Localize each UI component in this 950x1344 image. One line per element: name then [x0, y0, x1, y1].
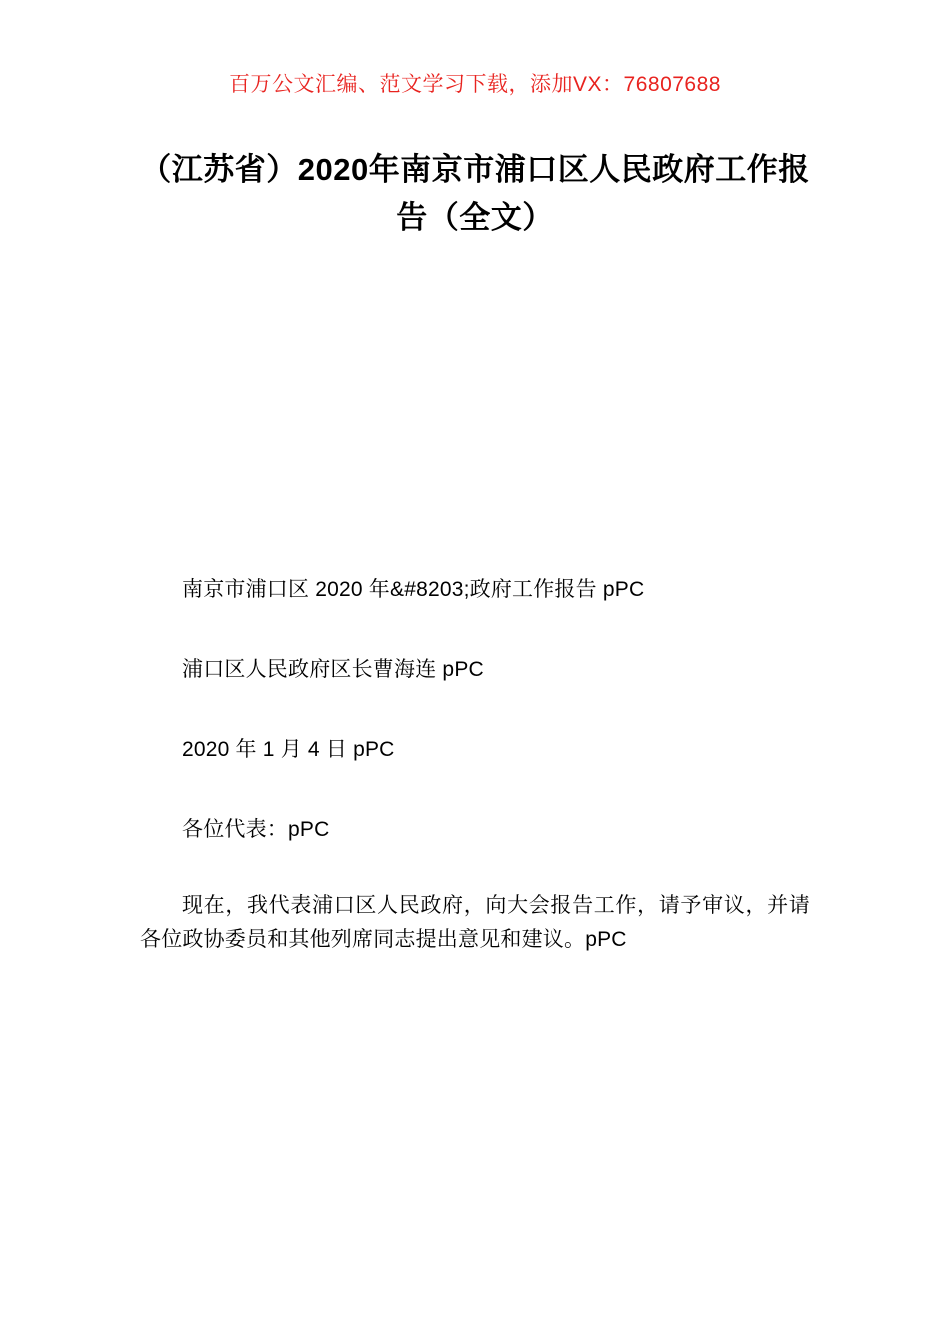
page-title: （江苏省）2020年南京市浦口区人民政府工作报告（全文） — [140, 152, 810, 236]
paragraph-salutation: 各位代表：pPC — [182, 817, 330, 841]
watermark-text: 百万公文汇编、范文学习下载，添加VX：76807688 — [229, 73, 721, 96]
title-body-spacer — [140, 263, 810, 563]
paragraph-date: 2020 年 1 月 4 日 pPC — [182, 737, 395, 761]
paragraph-report-heading: 南京市浦口区 2020 年&#8203;政府工作报告 pPC — [182, 577, 645, 601]
paragraph-speaker: 浦口区人民政府区长曹海连 pPC — [182, 657, 484, 681]
paragraph-opening: 现在，我代表浦口区人民政府，向大会报告工作，请予审议，并请各位政协委员和其他列席同志提出意见和建议。pPC — [140, 893, 810, 951]
